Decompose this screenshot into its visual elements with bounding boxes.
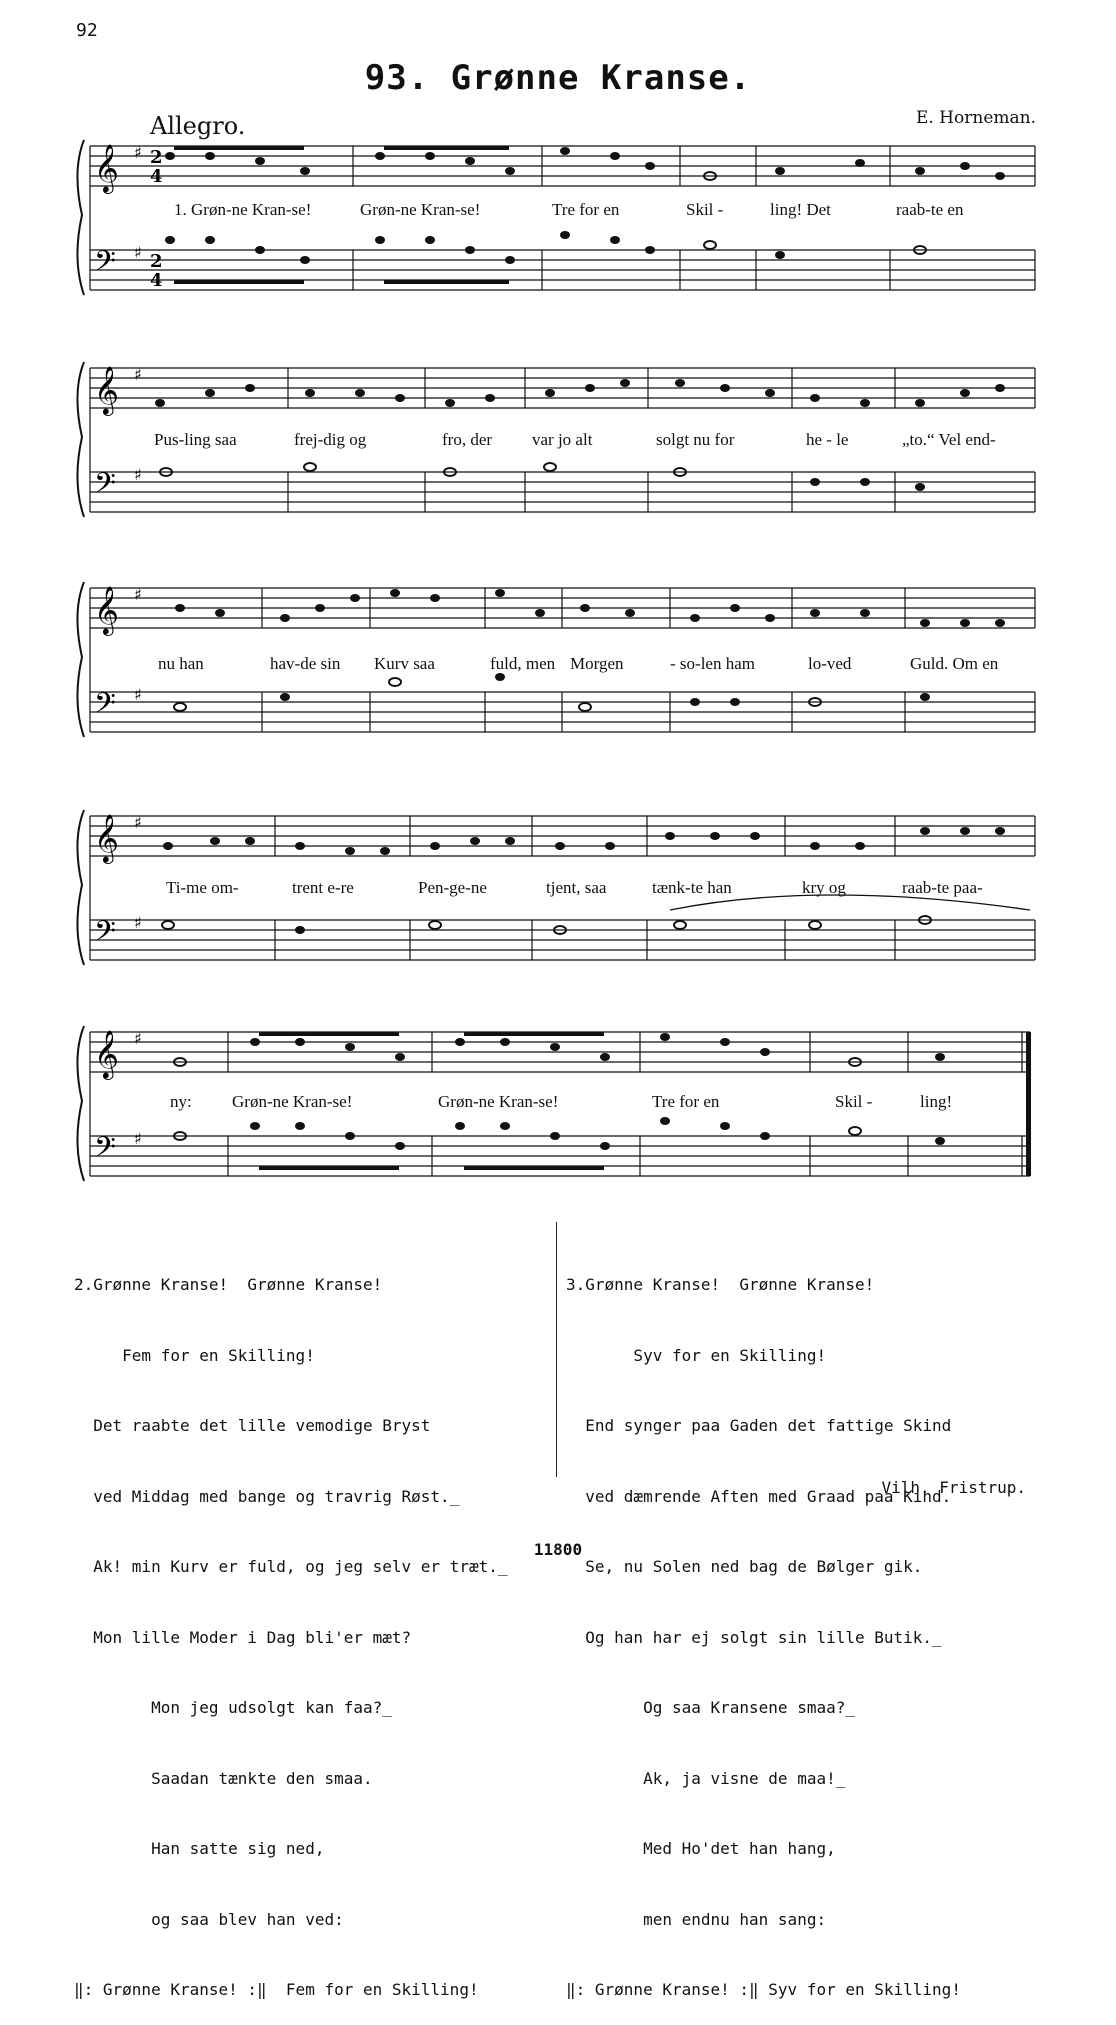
lyric-segment: Ti-me om- <box>166 878 239 897</box>
svg-text:𝄢: 𝄢 <box>94 915 116 955</box>
lyric-segment: hav-de sin <box>270 654 341 673</box>
music-system-5 <box>70 1016 1040 1186</box>
lyric-segment: fuld, men <box>490 654 556 673</box>
svg-text:4: 4 <box>150 270 163 291</box>
svg-text:𝄞: 𝄞 <box>94 813 119 862</box>
verse-line: ‖: Grønne Kranse! :‖ Fem for en Skilling! <box>74 1980 479 1999</box>
svg-text:♯: ♯ <box>134 913 142 932</box>
verse-line: ‖: Grønne Kranse! :‖ Syv for en Skilling! <box>566 1980 961 1999</box>
lyric-segment: tjent, saa <box>546 878 607 897</box>
svg-text:♯: ♯ <box>134 143 142 162</box>
music-system-2 <box>70 352 1040 522</box>
lyric-segment: ling! <box>920 1092 953 1111</box>
lyric-segment: Kurv saa <box>374 654 435 673</box>
lyric-segment: „to.“ Vel end- <box>902 430 996 449</box>
lyric-segment: fro, der <box>442 430 493 449</box>
svg-text:♯: ♯ <box>134 243 142 262</box>
lyric-segment: Grøn-ne Kran-se! <box>232 1092 353 1111</box>
lyric-segment: raab-te en <box>896 200 964 219</box>
verse-line: Mon lille Moder i Dag bli'er mæt? <box>74 1627 412 1647</box>
lyric-segment: frej-dig og <box>294 430 367 449</box>
lyric-segment: Skil - <box>835 1092 873 1111</box>
lyric-segment: ling! Det <box>770 200 831 219</box>
verse-line: Med Ho'det han hang, <box>566 1839 836 1858</box>
lyric-segment: Guld. Om en <box>910 654 999 673</box>
svg-text:♯: ♯ <box>134 1029 142 1048</box>
svg-text:𝄞: 𝄞 <box>94 1029 119 1078</box>
svg-text:♯: ♯ <box>134 813 142 832</box>
lyric-segment: Grøn-ne Kran-se! <box>360 200 481 219</box>
verse-line: men endnu han sang: <box>566 1909 827 1929</box>
verse-line: og saa blev han ved: <box>74 1909 344 1929</box>
verse-line: Ak, ja visne de maa!_ <box>566 1768 846 1788</box>
composer: E. Horneman. <box>915 108 1036 128</box>
verse-line: Og saa Kransene smaa?_ <box>566 1698 855 1717</box>
lyric-segment: nu han <box>158 654 204 673</box>
verse-line: Og han har ej solgt sin lille Butik._ <box>566 1627 942 1647</box>
tempo-marking: Allegro. <box>150 112 246 140</box>
svg-text:𝄞: 𝄞 <box>94 585 119 634</box>
lyric-segment: solgt nu for <box>656 430 735 449</box>
lyric-segment: Pus-ling saa <box>154 430 237 449</box>
lyric-segment: Tre for en <box>652 1092 720 1111</box>
verse-line: Syv for en Skilling! <box>566 1345 827 1365</box>
song-title: 93. Grønne Kranse. <box>364 58 752 98</box>
page-number: 92 <box>76 20 98 41</box>
svg-text:2: 2 <box>150 147 163 168</box>
verse-2 <box>74 1226 507 2025</box>
svg-text:♯: ♯ <box>134 365 142 384</box>
svg-text:𝄞: 𝄞 <box>94 143 119 192</box>
svg-text:𝄢: 𝄢 <box>94 687 116 727</box>
verse-line: Mon jeg udsolgt kan faa?_ <box>74 1698 392 1717</box>
lyric-segment: Morgen <box>570 654 624 673</box>
verse-line: Fem for en Skilling! <box>74 1345 315 1365</box>
music-system-3 <box>70 572 1040 742</box>
lyric-segment: he - le <box>806 430 849 449</box>
verse-line: Han satte sig ned, <box>74 1839 325 1858</box>
lyric-segment: Tre for en <box>552 200 620 219</box>
verse-line: End synger paa Gaden det fattige Skind <box>566 1416 952 1435</box>
lyricist: Vilh. Fristrup. <box>881 1478 1026 1497</box>
column-divider <box>556 1222 557 1477</box>
svg-text:𝄢: 𝄢 <box>94 467 116 507</box>
lyric-segment: var jo alt <box>532 430 593 449</box>
verse-line: 2.Grønne Kranse! Grønne Kranse! <box>74 1275 383 1294</box>
lyric-segment: kry og <box>802 878 846 897</box>
verse-line: ved Middag med bange og travrig Røst._ <box>74 1486 460 1506</box>
svg-text:𝄞: 𝄞 <box>94 365 119 414</box>
verse-line: ved dæmrende Aften med Graad paa Kind. <box>566 1486 952 1506</box>
svg-text:𝄢: 𝄢 <box>94 1131 116 1171</box>
lyric-segment: - so-len ham <box>670 654 755 673</box>
music-system-4 <box>70 800 1040 970</box>
lyric-segment: raab-te paa- <box>902 878 983 897</box>
lyric-segment: Grøn-ne Kran-se! <box>438 1092 559 1111</box>
svg-text:♯: ♯ <box>134 465 142 484</box>
verse-line: Se, nu Solen ned bag de Bølger gik. <box>566 1557 923 1576</box>
verse-line: Saadan tænkte den smaa. <box>74 1768 373 1788</box>
plate-number: 11800 <box>533 1540 583 1559</box>
svg-text:♯: ♯ <box>134 585 142 604</box>
svg-text:♯: ♯ <box>134 685 142 704</box>
verse-line: Ak! min Kurv er fuld, og jeg selv er træt._ <box>74 1557 508 1576</box>
lyric-segment: 1. Grøn-ne Kran-se! <box>174 200 312 219</box>
verse-3 <box>566 1226 961 2025</box>
svg-text:2: 2 <box>150 251 163 272</box>
lyric-segment: tænk-te han <box>652 878 732 897</box>
music-system-1 <box>70 130 1040 300</box>
lyric-segment: Skil - <box>686 200 724 219</box>
svg-text:♯: ♯ <box>134 1129 142 1148</box>
verse-line: Det raabte det lille vemodige Bryst <box>74 1416 431 1435</box>
lyric-segment: lo-ved <box>808 654 852 673</box>
svg-text:𝄢: 𝄢 <box>94 245 116 285</box>
lyric-segment: Pen-ge-ne <box>418 878 487 897</box>
lyric-segment: ny: <box>170 1092 192 1111</box>
svg-text:4: 4 <box>150 166 163 187</box>
lyric-segment: trent e-re <box>292 878 354 897</box>
verse-line: 3.Grønne Kranse! Grønne Kranse! <box>566 1275 875 1294</box>
